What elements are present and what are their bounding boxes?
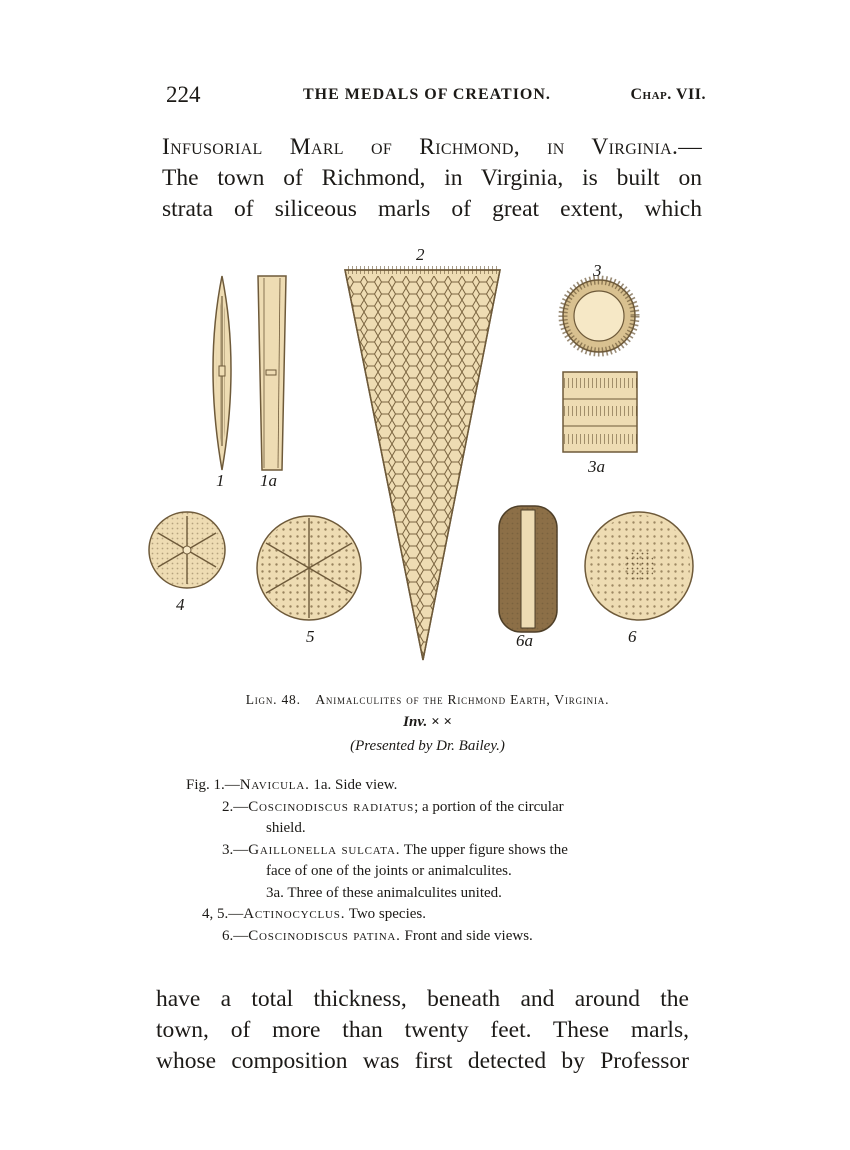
figure-label-6a: 6a — [516, 631, 533, 650]
running-title: THE MEDALS OF CREATION. — [303, 86, 551, 103]
figure-5-actinocyclus — [257, 516, 361, 620]
legend-item: Fig. 1.—Navicula. 1a. Side view. — [186, 777, 398, 793]
diatom-illustration — [140, 246, 700, 666]
legend-item: 2.—Coscinodiscus radiatus; a portion of the circular — [222, 798, 564, 815]
figure-legend — [186, 775, 656, 947]
legend-item: 4, 5.—Actinocyclus. Two species. — [202, 906, 426, 922]
running-header — [166, 82, 706, 112]
figure-label-2: 2 — [416, 246, 425, 264]
figure-4-actinocyclus — [149, 512, 225, 588]
figure-label-3a: 3a — [588, 457, 605, 476]
figure-label-4: 4 — [176, 595, 185, 614]
section-heading: Infusorial Marl of Richmond, in Virginia.— — [162, 134, 702, 160]
figure-label-1: 1 — [216, 471, 225, 490]
figure-label-1a: 1a — [260, 471, 277, 490]
paragraph-line: have a total thickness, beneath and around the — [156, 986, 689, 1012]
caption-title: Animalculites of the Richmond Earth, Virginia. — [315, 692, 610, 707]
legend-item-continued: 3a. Three of these animalculites united. — [266, 884, 502, 901]
figure-3a-chain — [563, 372, 637, 452]
figure-2-coscinodiscus-radiatus — [345, 266, 500, 660]
page-number: 224 — [166, 82, 201, 107]
figure-6-coscinodiscus-patina — [585, 512, 693, 620]
legend-item: 6.—Coscinodiscus patina. Front and side views. — [222, 927, 533, 944]
figure-6a-side-view — [499, 506, 557, 632]
figure-1-navicula — [213, 276, 231, 470]
caption-inv: Inv. × × — [403, 714, 452, 730]
caption-presented-by: (Presented by Dr. Bailey.) — [350, 738, 505, 754]
bottom-paragraph — [156, 984, 689, 1077]
top-paragraph — [162, 132, 702, 225]
paragraph-line: strata of siliceous marls of great extent, which — [162, 196, 702, 222]
legend-item: 3.—Gaillonella sulcata. The upper figure shows the — [222, 841, 568, 858]
legend-item-continued: shield. — [266, 820, 306, 836]
figure-label-6: 6 — [628, 627, 637, 646]
paragraph-line: town, of more than twenty feet. These marls, — [156, 1017, 689, 1043]
figure-caption — [155, 692, 700, 708]
figure-label-5: 5 — [306, 627, 315, 646]
figure-label-3: 3 — [593, 261, 602, 280]
caption-prefix: Lign. 48. — [245, 692, 301, 707]
paragraph-line: whose composition was first detected by Professor — [156, 1048, 689, 1074]
chapter-label: Chap. VII. — [630, 86, 706, 103]
figure-3-gaillonella-face — [563, 280, 635, 352]
legend-item-continued: face of one of the joints or animalculites. — [266, 863, 512, 879]
figure-1a-side-view — [258, 276, 286, 470]
paragraph-line: The town of Richmond, in Virginia, is built on — [162, 165, 702, 191]
